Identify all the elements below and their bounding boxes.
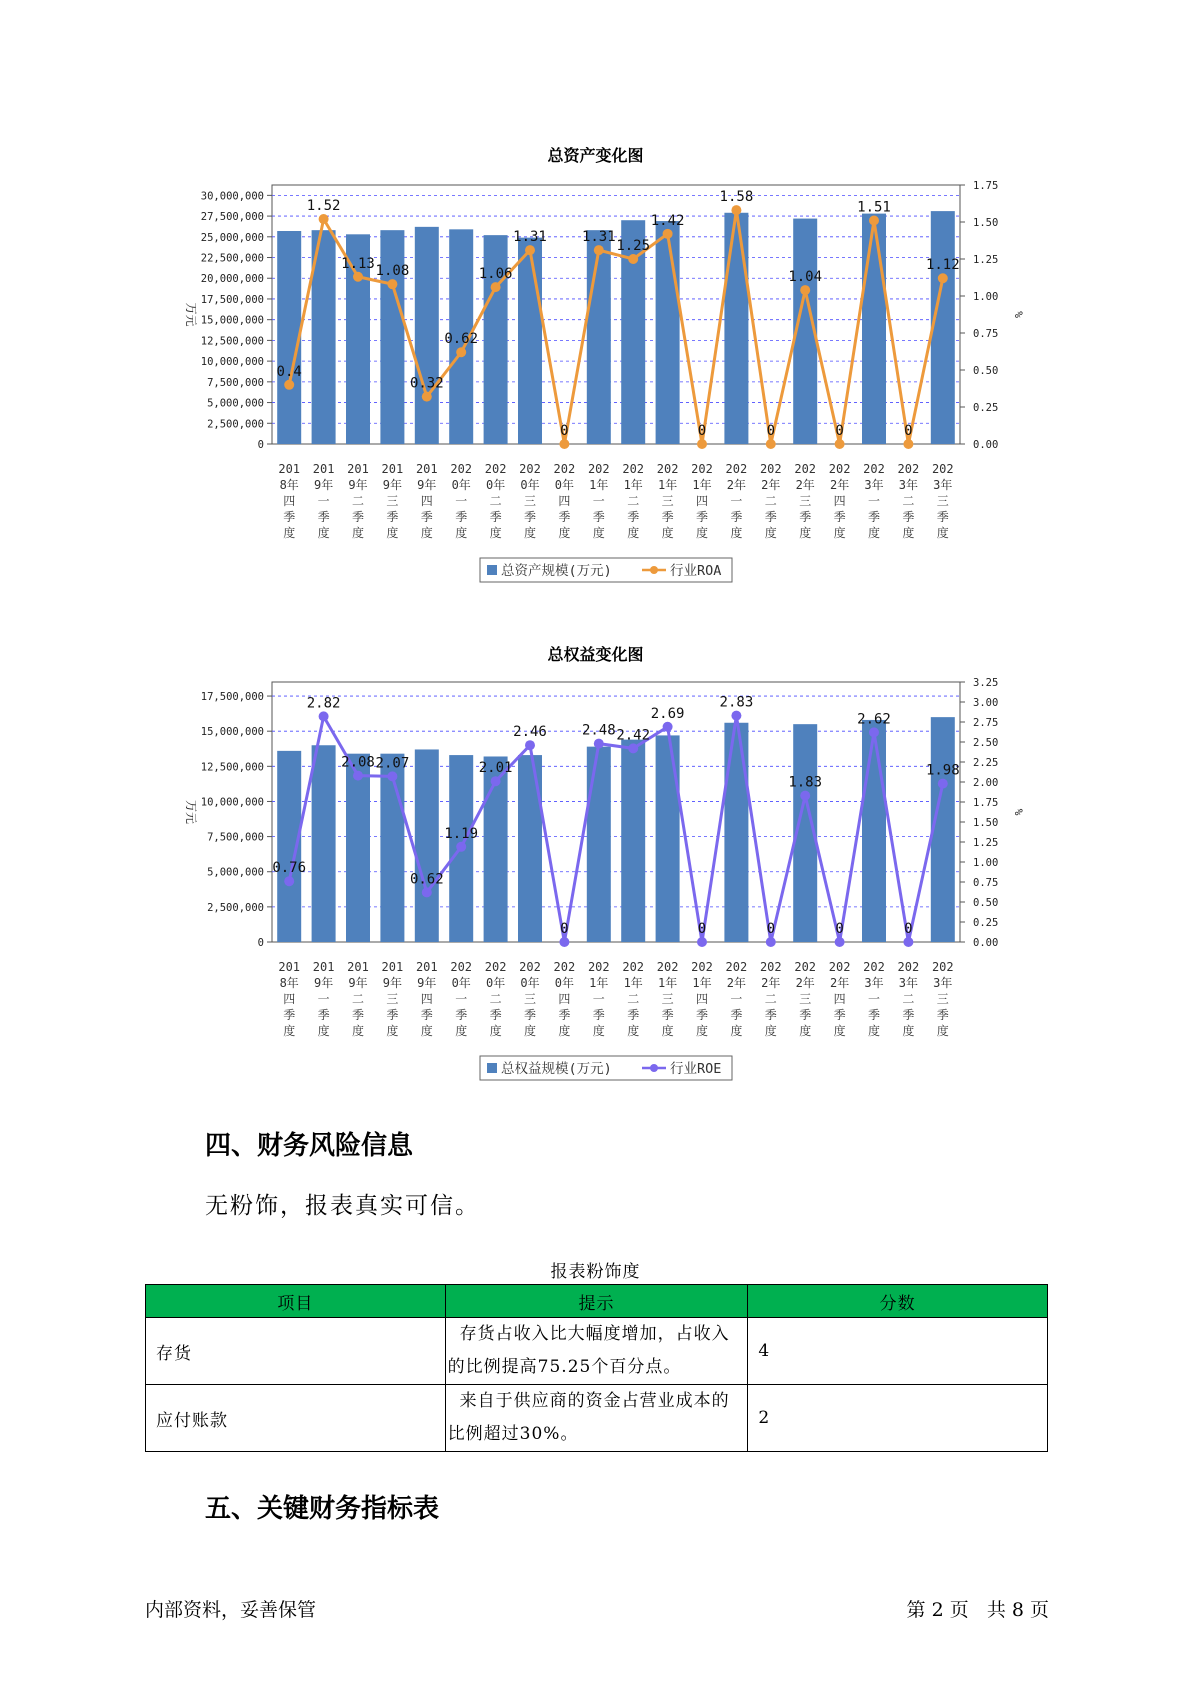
data-label: 2.08 [341,754,375,771]
data-label: 1.08 [375,263,410,280]
x-tick-label: 202 0年一季度 [450,960,473,1038]
line-point [766,439,776,449]
data-label: 0 [904,423,913,439]
line-point [284,380,294,390]
y-tick-label: 17,500,000 [200,293,264,306]
y-tick-label: 0 [257,439,264,451]
y2-tick-label: 0.50 [973,365,999,377]
data-label: 1.31 [581,229,616,246]
line-point [697,937,707,947]
x-tick-label: 202 3年二季度 [897,960,920,1038]
data-label: 2.62 [857,711,891,728]
line-point [835,439,845,449]
x-tick-label: 202 2年三季度 [794,960,817,1038]
x-tick-label: 201 9年一季度 [312,462,335,540]
line-point [766,937,776,947]
line-point [903,937,913,947]
x-tick-label: 201 9年二季度 [347,462,369,540]
line-point [663,229,673,239]
y2-tick-label: 1.50 [973,217,999,229]
line-point [559,439,569,449]
bar [415,227,439,444]
data-label: 0 [697,423,707,439]
y-tick-label: 5,000,000 [207,866,264,879]
data-label: 2.82 [306,695,341,712]
y2-tick-label: 1.25 [973,837,999,849]
y-tick-label: 20,000,000 [200,273,264,286]
data-label: 1.51 [857,199,891,216]
row-hint: 来自于供应商的资金占营业成本的比例超过30%。 [445,1385,748,1452]
line-point [491,776,501,786]
data-label: 1.58 [719,189,754,206]
x-tick-label: 201 9年一季度 [312,960,335,1038]
equity-chart [0,678,1191,1088]
y-tick-label: 7,500,000 [207,376,264,389]
table-header-score: 分数 [748,1285,1048,1318]
plot-area [272,185,960,444]
data-label: 1.13 [341,255,375,272]
x-tick-label: 202 1年二季度 [622,462,645,540]
x-tick-label: 202 1年二季度 [622,960,645,1038]
x-tick-label: 202 2年一季度 [725,960,748,1038]
row-item: 存货 [146,1318,446,1385]
line-point [903,439,913,449]
line-point [697,439,707,449]
bar [931,717,955,942]
legend-line-label: 行业ROA [670,563,722,579]
row-hint: 存货占收入比大幅度增加，占收入的比例提高75.25个百分点。 [445,1318,748,1385]
line-point [938,779,948,789]
y2-axis-label: % [1012,808,1025,816]
data-label: 0 [835,921,844,937]
data-label: 0 [835,423,844,439]
y2-tick-label: 2.50 [973,737,999,749]
line-point [731,205,741,215]
y2-tick-label: 0.25 [973,917,999,929]
y2-tick-label: 0.75 [973,328,999,340]
x-tick-label: 201 8年四季度 [278,462,301,540]
data-label: 1.25 [616,238,651,254]
data-label: 2.07 [375,755,410,772]
y2-tick-label: 0.75 [973,877,999,889]
y-tick-label: 27,500,000 [200,211,264,224]
y2-tick-label: 0.25 [973,402,999,414]
x-tick-label: 202 0年一季度 [450,462,473,540]
legend-bar-swatch [487,565,497,575]
y2-tick-label: 1.75 [973,180,999,192]
y2-tick-label: 0.00 [973,439,999,451]
line-point [663,722,673,732]
bar [415,749,439,942]
x-tick-label: 202 2年三季度 [794,462,817,540]
data-label: 0 [560,423,569,439]
table-row [146,1318,1048,1385]
x-tick-label: 202 0年三季度 [519,960,541,1038]
x-tick-label: 202 2年四季度 [828,462,851,540]
y-tick-label: 5,000,000 [207,397,264,410]
row-item: 应付账款 [146,1385,446,1452]
assets-chart-title: 总资产变化图 [547,146,644,165]
bar [380,754,404,942]
y-tick-label: 22,500,000 [200,252,264,265]
data-label: 1.98 [925,762,960,779]
y-axis-label: 万元 [184,799,198,825]
table-row [146,1385,1048,1452]
y-tick-label: 10,000,000 [200,356,264,369]
footer-confidential: 内部资料，妥善保管 [145,1599,317,1621]
y-tick-label: 12,500,000 [200,761,264,774]
data-label: 0.4 [276,363,302,380]
legend-line-marker [650,1064,658,1072]
bar [312,745,336,942]
line-point [869,216,879,226]
x-tick-label: 202 2年四季度 [828,960,851,1038]
section-heading-financial-risk: 四、财务风险信息 [205,1131,414,1161]
data-label: 1.52 [306,198,341,215]
line-point [387,279,397,289]
y2-axis-label: % [1012,311,1025,318]
x-tick-label: 202 1年四季度 [691,960,713,1038]
data-label: 0.76 [272,860,307,877]
bar [862,720,886,942]
data-label: 2.69 [650,705,685,722]
y-axis-label: 万元 [184,302,198,327]
x-tick-label: 201 9年三季度 [381,462,404,540]
data-label: 0 [697,921,707,937]
line-point [353,272,363,282]
x-tick-label: 202 1年四季度 [691,462,713,540]
data-label: 0.62 [409,871,444,888]
data-label: 0 [904,921,913,937]
line-point [456,842,466,852]
bar [621,740,645,942]
data-label: 1.06 [478,266,513,283]
footer-page-number: 第 2 页 共 8 页 [906,1599,1049,1621]
bar [724,723,748,942]
line-point [559,937,569,947]
assets-chart [0,180,1191,590]
y2-tick-label: 1.50 [973,817,999,829]
data-label: 0.62 [444,331,479,348]
x-tick-label: 201 9年四季度 [415,462,438,540]
y2-tick-label: 3.25 [973,677,999,689]
x-tick-label: 202 2年二季度 [759,462,782,540]
y-tick-label: 17,500,000 [200,691,264,704]
bar [346,754,370,942]
bar [724,213,748,444]
data-label: 1.04 [788,269,823,286]
x-tick-label: 202 3年一季度 [863,462,885,540]
x-tick-label: 202 0年三季度 [519,462,541,540]
x-tick-label: 202 1年三季度 [656,462,679,540]
line-point [387,771,397,781]
legend-bar-label: 总权益规模(万元) [501,1061,612,1077]
risk-summary-text: 无粉饰，报表真实可信。 [205,1193,480,1219]
legend-bar-label: 总资产规模(万元) [501,563,612,579]
y2-tick-label: 0.50 [973,897,999,909]
x-tick-label: 202 2年二季度 [759,960,782,1038]
data-label: 2.42 [616,727,651,744]
y-tick-label: 25,000,000 [200,231,264,244]
x-tick-label: 201 8年四季度 [278,960,301,1038]
y2-tick-label: 2.75 [973,717,999,729]
x-tick-label: 201 9年二季度 [347,960,369,1038]
x-tick-label: 202 1年三季度 [656,960,679,1038]
x-tick-label: 201 9年三季度 [381,960,404,1038]
legend-line-label: 行业ROE [670,1061,722,1077]
data-label: 1.12 [925,257,960,274]
section-heading-key-indicators: 五、关键财务指标表 [205,1494,440,1524]
y2-tick-label: 0.00 [973,937,999,949]
table-header-hint: 提示 [445,1285,748,1318]
y-tick-label: 10,000,000 [200,796,264,809]
line-point [800,285,810,295]
line-point [628,254,638,264]
x-tick-label: 202 0年四季度 [553,462,576,540]
x-tick-label: 202 3年三季度 [931,462,954,540]
line-point [594,245,604,255]
line-point [835,937,845,947]
data-label: 2.46 [513,724,547,741]
data-label: 1.42 [650,212,685,229]
line-point [284,876,294,886]
bar [656,735,680,942]
bar [518,238,542,444]
y-tick-label: 12,500,000 [200,335,264,348]
table-caption: 报表粉饰度 [550,1262,641,1282]
bar [587,230,611,444]
x-tick-label: 202 3年三季度 [931,960,954,1038]
bar [862,214,886,444]
table-header-item: 项目 [146,1285,446,1318]
equity-chart-title: 总权益变化图 [547,645,644,664]
bar [518,755,542,942]
x-tick-label: 202 3年一季度 [863,960,885,1038]
data-label: 0 [766,921,776,937]
data-label: 0 [766,423,776,439]
line-point [319,214,329,224]
x-tick-label: 202 2年一季度 [725,462,748,540]
data-label: 0 [560,921,569,937]
y-tick-label: 15,000,000 [200,726,264,739]
y2-tick-label: 2.00 [973,777,999,789]
x-tick-label: 202 3年二季度 [897,462,920,540]
data-label: 1.83 [788,774,823,791]
x-tick-label: 202 1年一季度 [587,462,610,540]
y2-tick-label: 1.25 [973,254,999,266]
y-tick-label: 15,000,000 [200,314,264,327]
data-label: 2.83 [719,694,754,711]
y-tick-label: 2,500,000 [207,418,264,431]
x-tick-label: 202 1年一季度 [587,960,610,1038]
legend-bar-swatch [487,1063,497,1073]
y2-tick-label: 1.00 [973,857,999,869]
line-point [456,347,466,357]
data-label: 1.19 [444,825,479,842]
line-point [594,739,604,749]
y2-tick-label: 1.00 [973,291,999,303]
bar [656,221,680,444]
row-score: 2 [748,1385,1048,1452]
x-tick-label: 202 0年四季度 [553,960,576,1038]
line-point [869,727,879,737]
legend-line-marker [650,566,658,574]
line-point [422,392,432,402]
y2-tick-label: 3.00 [973,697,999,709]
y-tick-label: 7,500,000 [207,831,264,844]
data-label: 0.32 [409,375,444,392]
line-point [731,711,741,721]
y2-tick-label: 2.25 [973,757,999,769]
line-point [353,771,363,781]
line-point [628,743,638,753]
data-label: 2.48 [581,722,616,739]
x-tick-label: 202 0年二季度 [484,960,507,1038]
risk-table [145,1284,1048,1452]
y-tick-label: 2,500,000 [207,901,264,914]
y-tick-label: 0 [257,937,264,949]
bar [931,211,955,444]
data-label: 2.01 [478,760,513,777]
x-tick-label: 201 9年四季度 [415,960,438,1038]
row-score: 4 [748,1318,1048,1385]
bar [587,747,611,942]
line-point [525,245,535,255]
data-label: 1.31 [513,229,547,246]
table-header-row [146,1285,1048,1318]
line-point [938,273,948,283]
x-tick-label: 202 0年二季度 [484,462,507,540]
y-tick-label: 30,000,000 [200,190,264,203]
line-point [491,282,501,292]
line-point [525,740,535,750]
line-point [422,887,432,897]
line-point [319,711,329,721]
y2-tick-label: 1.75 [973,797,999,809]
line-point [800,791,810,801]
